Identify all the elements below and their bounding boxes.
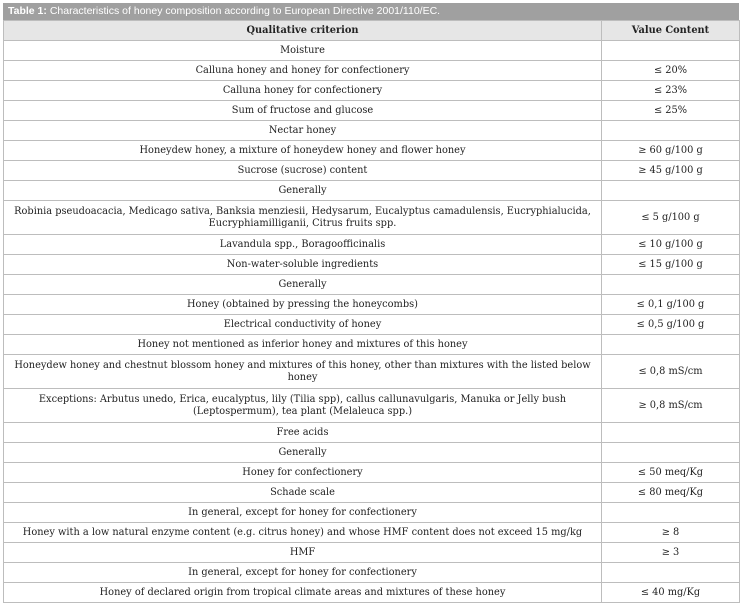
table-row <box>4 503 740 523</box>
table-row <box>4 423 740 443</box>
table-row <box>4 255 740 275</box>
honey-composition-table <box>3 20 740 603</box>
criterion-cell: Schade scale <box>4 483 602 503</box>
criterion-cell: Honeydew honey, a mixture of honeydew honey and flower honey <box>4 141 602 161</box>
header-value: Value Content <box>602 21 740 41</box>
table-row <box>4 543 740 563</box>
table-header-row <box>4 21 740 41</box>
table-row <box>4 483 740 503</box>
table-row <box>4 121 740 141</box>
table-row <box>4 61 740 81</box>
value-cell: ≥ 8 <box>602 523 740 543</box>
criterion-cell: Generally <box>4 275 602 295</box>
table-row <box>4 563 740 583</box>
table-body <box>4 41 740 603</box>
table-row <box>4 41 740 61</box>
criterion-cell: Non-water-soluble ingredients <box>4 255 602 275</box>
table-row <box>4 335 740 355</box>
criterion-cell: Honey for confectionery <box>4 463 602 483</box>
value-cell <box>602 563 740 583</box>
table-row <box>4 101 740 121</box>
criterion-cell: Generally <box>4 443 602 463</box>
table-row <box>4 201 740 235</box>
value-cell: ≤ 10 g/100 g <box>602 235 740 255</box>
table-row <box>4 181 740 201</box>
criterion-cell: In general, except for honey for confectionery <box>4 563 602 583</box>
value-cell <box>602 181 740 201</box>
table-row <box>4 81 740 101</box>
value-cell: ≤ 23% <box>602 81 740 101</box>
criterion-cell: Moisture <box>4 41 602 61</box>
value-cell <box>602 503 740 523</box>
criterion-cell: Calluna honey and honey for confectionery <box>4 61 602 81</box>
table-caption-label: Table 1: <box>8 5 47 17</box>
criterion-cell: Nectar honey <box>4 121 602 141</box>
criterion-cell: Honey of declared origin from tropical climate areas and mixtures of these honey <box>4 583 602 603</box>
table-row <box>4 275 740 295</box>
value-cell: ≤ 0,5 g/100 g <box>602 315 740 335</box>
value-cell: ≥ 0,8 mS/cm <box>602 389 740 423</box>
value-cell: ≤ 15 g/100 g <box>602 255 740 275</box>
value-cell: ≤ 40 mg/Kg <box>602 583 740 603</box>
table-row <box>4 235 740 255</box>
value-cell: ≥ 3 <box>602 543 740 563</box>
value-cell: ≤ 5 g/100 g <box>602 201 740 235</box>
table-row <box>4 523 740 543</box>
header-criterion: Qualitative criterion <box>4 21 602 41</box>
value-cell: ≤ 20% <box>602 61 740 81</box>
table-row <box>4 583 740 603</box>
criterion-cell: Generally <box>4 181 602 201</box>
value-cell <box>602 443 740 463</box>
table-caption <box>3 3 739 20</box>
value-cell <box>602 423 740 443</box>
table-row <box>4 355 740 389</box>
value-cell: ≥ 60 g/100 g <box>602 141 740 161</box>
criterion-cell: Honey not mentioned as inferior honey and mixtures of this honey <box>4 335 602 355</box>
value-cell: ≤ 80 meq/Kg <box>602 483 740 503</box>
criterion-cell: Honeydew honey and chestnut blossom honey and mixtures of this honey, other than mixtures with the listed below honey <box>4 355 602 389</box>
criterion-cell: Robinia pseudoacacia, Medicago sativa, Banksia menziesii, Hedysarum, Eucalyptus camadulensis, Eucryphialucida, Eucryphiamilliganii, Citrus fruits spp. <box>4 201 602 235</box>
criterion-cell: Honey (obtained by pressing the honeycombs) <box>4 295 602 315</box>
criterion-cell: Sucrose (sucrose) content <box>4 161 602 181</box>
criterion-cell: Free acids <box>4 423 602 443</box>
table-row <box>4 161 740 181</box>
value-cell: ≤ 0,8 mS/cm <box>602 355 740 389</box>
criterion-cell: Sum of fructose and glucose <box>4 101 602 121</box>
table-row <box>4 389 740 423</box>
table-row <box>4 315 740 335</box>
criterion-cell: Honey with a low natural enzyme content (e.g. citrus honey) and whose HMF content does not exceed 15 mg/kg <box>4 523 602 543</box>
table-row <box>4 463 740 483</box>
value-cell: ≥ 45 g/100 g <box>602 161 740 181</box>
criterion-cell: Lavandula spp., Boragoofficinalis <box>4 235 602 255</box>
criterion-cell: In general, except for honey for confectionery <box>4 503 602 523</box>
criterion-cell: Electrical conductivity of honey <box>4 315 602 335</box>
value-cell: ≤ 50 meq/Kg <box>602 463 740 483</box>
criterion-cell: HMF <box>4 543 602 563</box>
table-row <box>4 295 740 315</box>
value-cell: ≤ 25% <box>602 101 740 121</box>
value-cell <box>602 335 740 355</box>
value-cell: ≤ 0,1 g/100 g <box>602 295 740 315</box>
table-row <box>4 141 740 161</box>
table-caption-text: Characteristics of honey composition according to European Directive 2001/110/EC. <box>49 5 441 17</box>
criterion-cell: Calluna honey for confectionery <box>4 81 602 101</box>
value-cell <box>602 41 740 61</box>
table-row <box>4 443 740 463</box>
value-cell <box>602 275 740 295</box>
value-cell <box>602 121 740 141</box>
table-container <box>3 3 739 603</box>
criterion-cell: Exceptions: Arbutus unedo, Erica, eucalyptus, lily (Tilia spp), callus callunavulgaris, Manuka or Jelly bush (Leptospermum), tea plant (Melaleuca spp.) <box>4 389 602 423</box>
